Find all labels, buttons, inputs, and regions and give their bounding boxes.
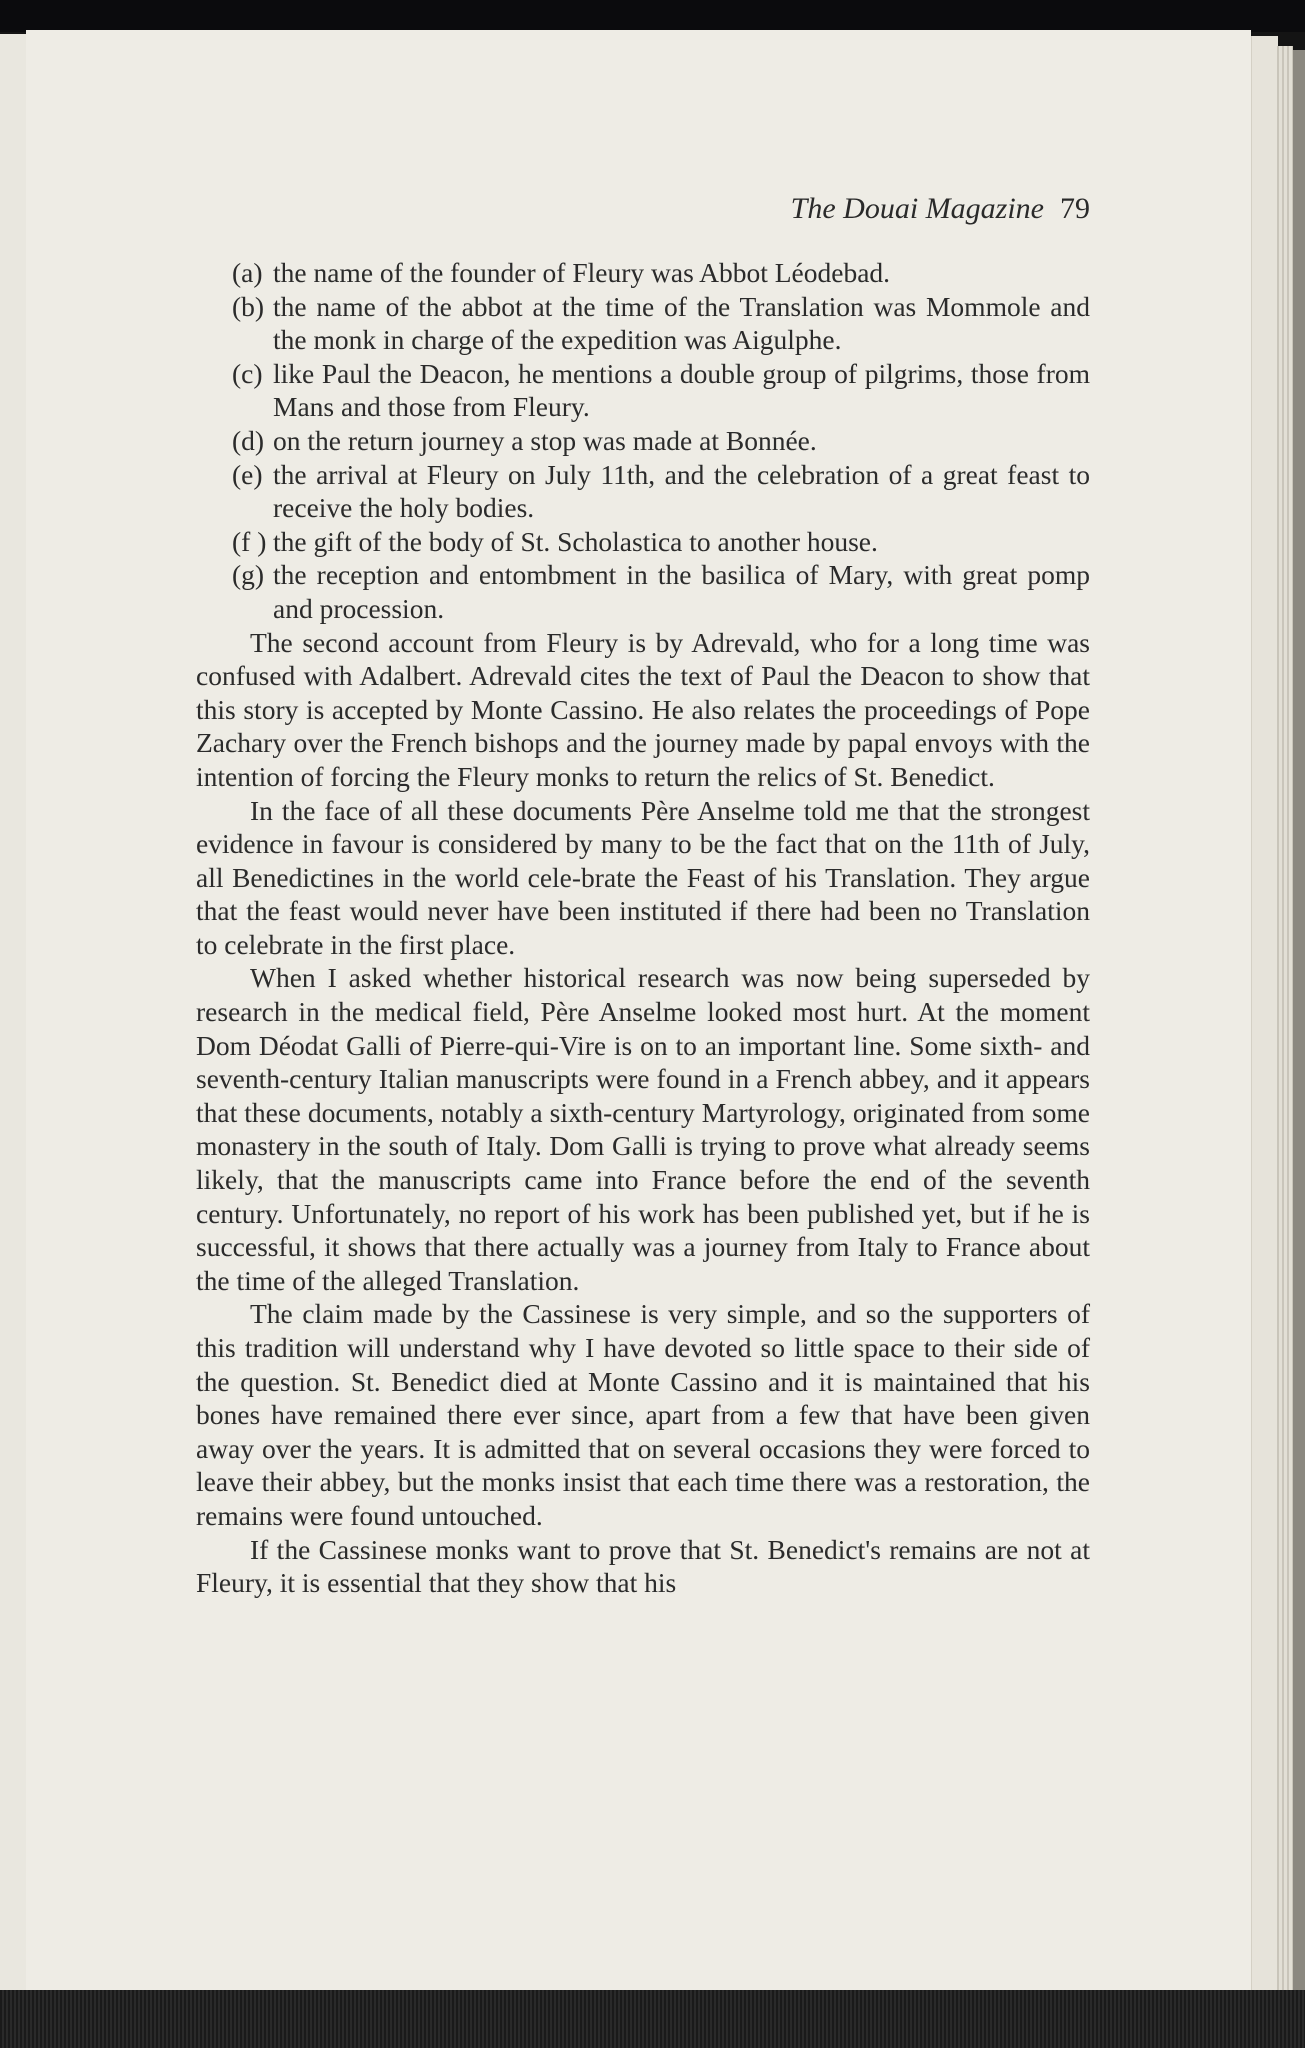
paragraph: In the face of all these documents Père Anselme told me that the strongest evidence in favour is considered by many to be the fact that on the 11th of July, all Benedictines in the world cele-brate the Feast of his Translation. They argue that the feast would never have been instituted if there had been no Translation to celebrate in the first place. [196, 794, 1090, 960]
paragraph: If the Cassinese monks want to prove that St. Benedict's remains are not at Fleury, it is essential that they show that his [196, 1533, 1090, 1599]
list-item [196, 458, 1090, 525]
scan-background-top [0, 0, 1305, 32]
list-item [196, 290, 1090, 357]
list-item-text: like Paul the Deacon, he mentions a double group of pilgrims, those from Mans and those from Fleury. [273, 357, 1090, 423]
list-item-label: (c) [232, 357, 263, 389]
page-number: 79 [1060, 192, 1090, 225]
page-body [196, 256, 1090, 1600]
list-item-text: the name of the founder of Fleury was Abbot Léodebad. [273, 257, 891, 288]
paragraph: When I asked whether historical research was now being superseded by research in the medical field, Père Anselme looked most hurt. At the moment Dom Déodat Galli of Pierre-qui-Vire is on to an important line. Some sixth- and seventh-century Italian manuscripts were found in a French abbey, and it appears that these documents, notably a sixth-century Martyrology, originated from some monastery in the south of Italy. Dom Galli is trying to prove what already seems likely, that the manuscripts came into France before the end of the seventh century. Unfortunately, no report of his work has been published yet, but if he is successful, it shows that there actually was a journey from Italy to France about the time of the alleged Translation. [196, 962, 1090, 1296]
list-item [196, 424, 1090, 458]
book-cover-edge [1293, 50, 1305, 1990]
list-item [196, 256, 1090, 290]
list-item-label: (b) [232, 290, 265, 322]
paragraph: The second account from Fleury is by Adrevald, who for a long time was confused with Adalbert. Adrevald cites the text of Paul the Deacon to show that this story is accepted by Monte Cassino. He also relates the proceedings of Pope Zachary over the French bishops and the journey made by papal envoys with the intention of forcing the Fleury monks to return the relics of St. Benedict. [196, 626, 1090, 792]
facing-page-edge [0, 34, 27, 1994]
list-item-label: (a) [232, 257, 263, 288]
list-item [196, 357, 1090, 424]
page-stack-edge [1251, 36, 1278, 1994]
list-item-text: the reception and entombment in the basilica of Mary, with great pomp and procession. [273, 559, 1090, 624]
page-stack-edge [1277, 46, 1293, 1996]
list-item-text: the arrival at Fleury on July 11th, and the celebration of a great feast to receive the holy bodies. [273, 458, 1090, 524]
list-item [196, 558, 1090, 625]
running-head [700, 192, 1090, 226]
paragraph: The claim made by the Cassinese is very simple, and so the supporters of this tradition will understand why I have devoted so little space to their side of the question. St. Benedict died at Monte Cassino and it is maintained that his bones have remained there ever since, apart from a few that have been given away over the years. It is admitted that on several occasions they were forced to leave their abbey, but the monks insist that each time there was a restoration, the remains were found untouched. [196, 1298, 1090, 1531]
journal-title: The Douai Magazine [790, 192, 1044, 225]
list-item-label: (g) [232, 559, 265, 591]
list-item-text: the name of the abbot at the time of the Translation was Mommole and the monk in charge of the expedition was Aigulphe. [273, 290, 1090, 356]
list-item-label: (e) [232, 458, 263, 490]
list-item-label: (f ) [232, 525, 267, 557]
list-item-text: on the return journey a stop was made at Bonnée. [273, 424, 817, 456]
scan-background-bottom [0, 1990, 1305, 2048]
list-item [196, 525, 1090, 559]
list-item-label: (d) [232, 424, 265, 456]
list-item-text: the gift of the body of St. Scholastica to another house. [273, 525, 878, 557]
